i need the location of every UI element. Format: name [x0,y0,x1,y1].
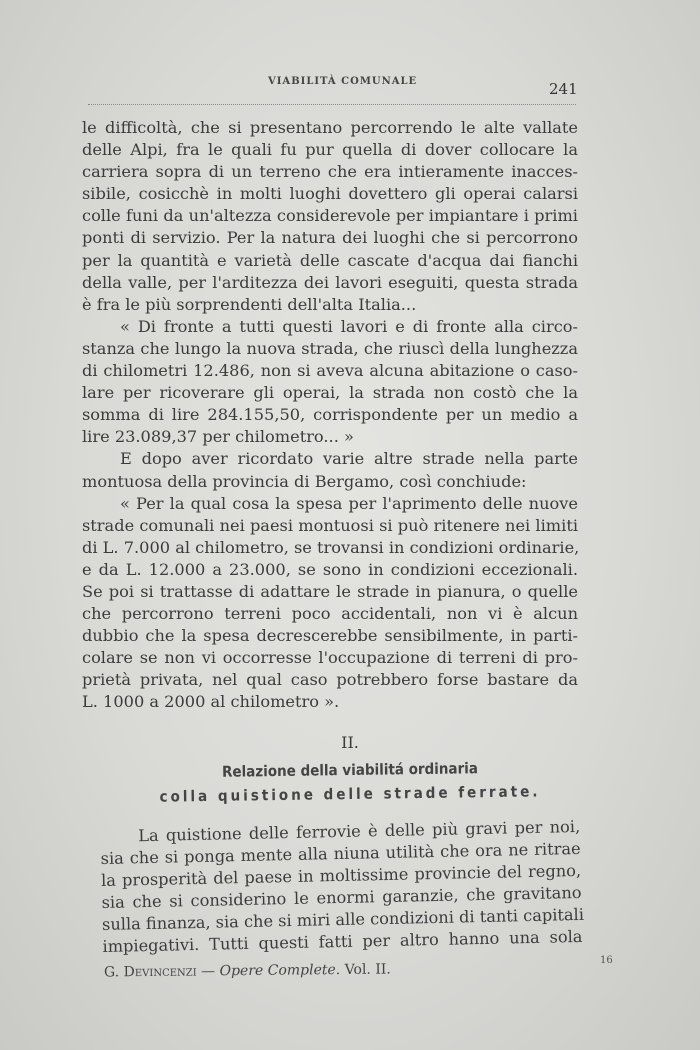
text-line: L. 1000 a 2000 al chilometro ». [82,692,340,712]
text-line: di chilometri 12.486, non si aveva alcuna abitazione o caso- [82,361,578,381]
text-line: colare se non vi occorresse l'occupazione di terreni di pro- [82,648,578,668]
text-line: la prosperità del paese in moltissime provincie del regno, [100,861,582,891]
section-number: II. [341,733,359,752]
footer-work: Opere Complete. [219,962,341,980]
text-line: lare per ricoverare gli operai, la strada non costò che la [82,383,578,403]
text-line: lire 23.089,37 per chilometro... » [82,427,354,447]
footer-signature [104,961,391,980]
text-line: dubbio che la spesa decrescerebbe sensibilmente, in parti- [82,626,578,646]
text-line: E dopo aver ricordato varie altre strade nella parte [120,449,578,469]
text-line: La quistione delle ferrovie è delle più gravi per noi, [138,816,581,846]
text-line: « Per la qual cosa la spesa per l'aprimento delle nuove [120,493,578,513]
text-line: colle funi da un'altezza considerevole per impiantare i primi [82,206,578,226]
footer-author: G. Devincenzi [103,963,197,981]
text-line: somma di lire 284.155,50, corrispondente per un medio a [82,405,578,425]
text-line: di L. 7.000 al chilometro, se trovansi in condizioni ordinarie, [82,537,580,557]
text-line: le difficoltà, che si presentano percorrendo le alte vallate [82,118,578,137]
page-number: 241 [549,80,578,98]
body-text [82,117,578,714]
text-line: per la quantità e varietà delle cascate d'acqua dai fianchi [82,250,578,270]
text-line: Se poi si trattasse di adattare le strade in pianura, o quelle [82,581,578,601]
section-title-line-2: colla quistione delle strade ferrate. [159,782,541,806]
text-line: della valle, per l'arditezza dei lavori eseguiti, questa strada [82,272,578,292]
footer-volume: Vol. II. [340,961,391,979]
text-line: sia che si considerino le enormi garanzie, che gravitano [101,883,582,913]
text-line: carriera sopra di un terreno che era intieramente inacces- [82,162,578,182]
footer-dash: — [196,963,220,980]
text-line: ponti di servizio. Per la natura dei luoghi che si percorrono [82,228,578,248]
text-line: sibile, cosicchè in molti luoghi dovettero gli operai calarsi [82,184,578,204]
text-line: e da L. 12.000 a 23.000, se sono in condizioni eccezionali. [82,559,578,579]
section-text [100,816,583,959]
text-line: è fra le più sorprendenti dell'alta Italia... [82,294,417,314]
text-line: sulla finanza, sia che si miri alle condizioni di tanti capitali [101,905,585,935]
text-line: strade comunali nei paesi montuosi si può ritenere nei limiti [82,515,578,535]
text-line: sia che si ponga mente alla niuna utilità che ora ne ritrae [100,839,581,869]
section-title-line-1: Relazione della viabilitá ordinaria [221,759,479,781]
text-line: delle Alpi, fra le quali fu pur quella di dover collocare la [82,140,578,160]
header-rule [88,104,576,105]
text-line: prietà privata, nel qual caso potrebbero forse bastare da [82,670,578,690]
text-line: « Di fronte a tutti questi lavori e di fronte alla circo- [120,316,578,336]
text-line: che percorrono terreni poco accidentali, non vi è alcun [82,604,578,624]
text-line: montuosa della provincia di Bergamo, così conchiude: [82,471,527,491]
text-line: impiegativi. Tutti questi fatti per altro hanno una sola [102,927,583,957]
text-line: stanza che lungo la nuova strada, che riuscì della lunghezza [82,338,578,358]
running-title: VIABILITÀ COMUNALE [268,76,418,87]
signature-mark: 16 [600,955,613,966]
